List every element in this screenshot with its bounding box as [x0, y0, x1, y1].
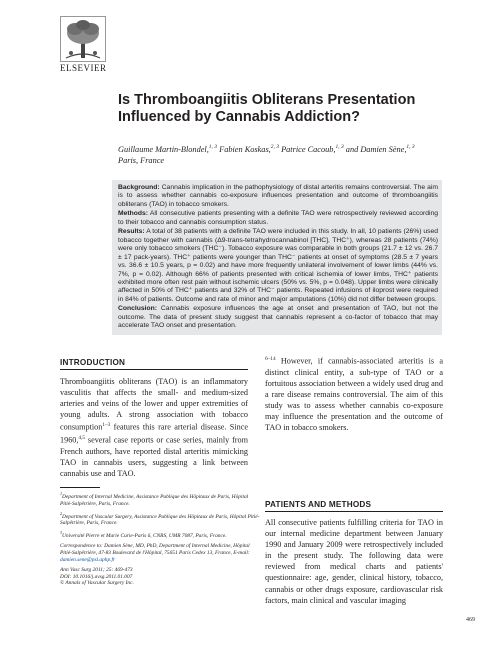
author-name: Guillaume Martin-Blondel,: [118, 144, 209, 154]
abstract-label: Methods:: [118, 210, 148, 218]
introduction-heading: INTRODUCTION: [60, 358, 126, 367]
introduction-text-right: $^{6-14}$ However, if cannabis-associated arteritis is a distinct clinical entity, a sub-type of TAO or a fortuitous association between a widely used drug and a rare disease remains controversial. The aim of this study was to assess whether cannabis co-exposure may influence the presentation and the outcome of TAO in tobacco smokers.: [265, 356, 443, 433]
abstract-label: Results:: [118, 228, 145, 236]
introduction-text-left: Thromboangiitis obliterans (TAO) is an inflammatory vasculitis that affects the small- and medium-sized arteries and veins of the lower and upper extremities of young adults. A strong association with tobacco consumption$^{1-3}$ features this rare arterial disease. Since 1960,$^{4,5}$ several case reports or case series, mainly from French authors, have reported distal arteritis mimicking TAO in cannabis users, suggesting a link between cannabis use and TAO.: [60, 377, 248, 479]
page-number: 469: [466, 617, 475, 623]
author-affiliation-ref: 1, 3: [335, 144, 344, 150]
author-name: Patrice Cacoub,: [281, 144, 336, 154]
citation-ref: 1–3: [102, 422, 111, 429]
affiliation-note: $^2$Department of Vascular Surgery, Assistance Publique des Hôpitaux de Paris, Hôpital Pitié-Salpêtrière, Paris, France.: [60, 510, 260, 527]
author-affiliation-ref: 2, 3: [270, 144, 279, 150]
author-affiliation-ref: 1, 3: [208, 144, 218, 150]
doi-line: DOI: 10.1016/j.avsg.2011.01.007: [60, 573, 133, 580]
author-affiliation-ref: 1, 3: [406, 144, 415, 150]
footnotes: [60, 491, 260, 587]
author-location: Paris, France: [118, 156, 165, 166]
correspondence-note: Correspondence to: Damien Sène, MD, PhD, Department of Internal Medicine, Hôpital Pitié-Salpêtrière, 47-83 Boulevard de l'Hôpital, 75651 Paris Cedex 13, France, E-mail: damien.sene@psl.aphp.fr: [60, 542, 250, 563]
abstract-methods-section: Methods: All consecutive patients presenting with a definite TAO were retrospectively reviewed according to their tobacco and cannabis consumption status.: [118, 210, 438, 226]
copyright-line: © Annals of Vascular Surgery Inc.: [60, 580, 134, 587]
abstract-label: Background:: [118, 184, 160, 191]
article-title: Is Thromboangiitis Obliterans Presentation Influenced by Cannabis Addiction?: [118, 92, 416, 125]
patients-methods-heading: PATIENTS AND METHODS: [265, 500, 372, 509]
publisher-logo: [60, 16, 106, 73]
affiliation-note: $^3$Université Pierre et Marie Curie-Paris 6, CNRS, UMR 7087, Paris, France.: [60, 530, 227, 540]
introduction-divider: [60, 369, 248, 370]
abstract: [118, 184, 438, 332]
abstract-label: Conclusion:: [118, 305, 157, 313]
author-list: [118, 142, 418, 167]
abstract-conclusion-section: Conclusion: Cannabis exposure influences the age at onset and presentation of TAO, but not the outcome. The data of present study suggest that cannabis represent a co-factor of tobacco that may accelerate TAO onset and presentation.: [118, 305, 438, 330]
patients-methods-text: All consecutive patients fulfilling criteria for TAO in our internal medicine department between January 1990 and January 2009 were retrospectively included in the present study. The following data were reviewed from medical charts and patients' questionnaire: age, gender, clinical history, tobacco, cannabis or other drugs exposure, cardiovascular risk factors, main clinical and vascular imaging: [265, 518, 443, 605]
citation-ref: 4,5: [78, 435, 86, 442]
journal-citation: Ann Vasc Surg 2011; 25: 469-473: [60, 566, 133, 573]
affiliation-note: $^1$Department of Internal Medicine, Assistance Publique des Hôpitaux de Paris, Hôpital Pitié-Salpêtrière, Paris, France.: [60, 491, 249, 507]
footnote-divider: [60, 487, 100, 488]
abstract-background-section: Background: Cannabis implication in the pathophysiology of distal arteritis remains controversial. The aim is to assess whether cannabis co-exposure influences presentation and outcome of thromboangiitis obliterans (TAO) in tobacco smokers.: [118, 184, 438, 208]
elsevier-tree-icon: [60, 16, 106, 62]
patients-methods-divider: [265, 511, 443, 512]
citation-ref: 6–14: [265, 356, 276, 362]
email-link[interactable]: damien.sene@psl.aphp.fr: [60, 556, 116, 563]
author-name: and Damien Sène,: [345, 144, 407, 154]
publisher-name: ELSEVIER: [60, 63, 107, 73]
abstract-results-section: Results: A total of 38 patients with a definite TAO were included in this study. In all, 10 patients (26%) used tobacco together with cannabis (Δ9-trans-tetrahydrocannabinol [THC], THC⁺), whereas 28 patients (74%) were only tobacco smokers (THC⁻). Tobacco exposure was comparable in both groups (21.7 ± 12 vs. 26.7 ± 17 pack-years). THC⁺ patients were younger than THC⁻ patients at onset of symptoms (28.5 ± 7 years vs. 36.6 ± 10.5 years, p = 0.02) and have more frequently unilateral involvement of lower limbs (44% vs. 7%, p = 0.02). Although 66% of patients presented with critical ischemia of lower limbs, THC⁺ patients exhibited more often rest pain without ischemic ulcers (50% vs. 5%, p = 0.048). Upper limbs were clinically affected in 50% of THC⁺ patients and 32% of THC⁻ patients. Repeated infusions of iloprost were required in 84% of patients. Outcome and rate of minor and major amputations (10%) did not differ between groups.: [118, 228, 438, 303]
author-name: Fabien Koskas,: [219, 144, 271, 154]
